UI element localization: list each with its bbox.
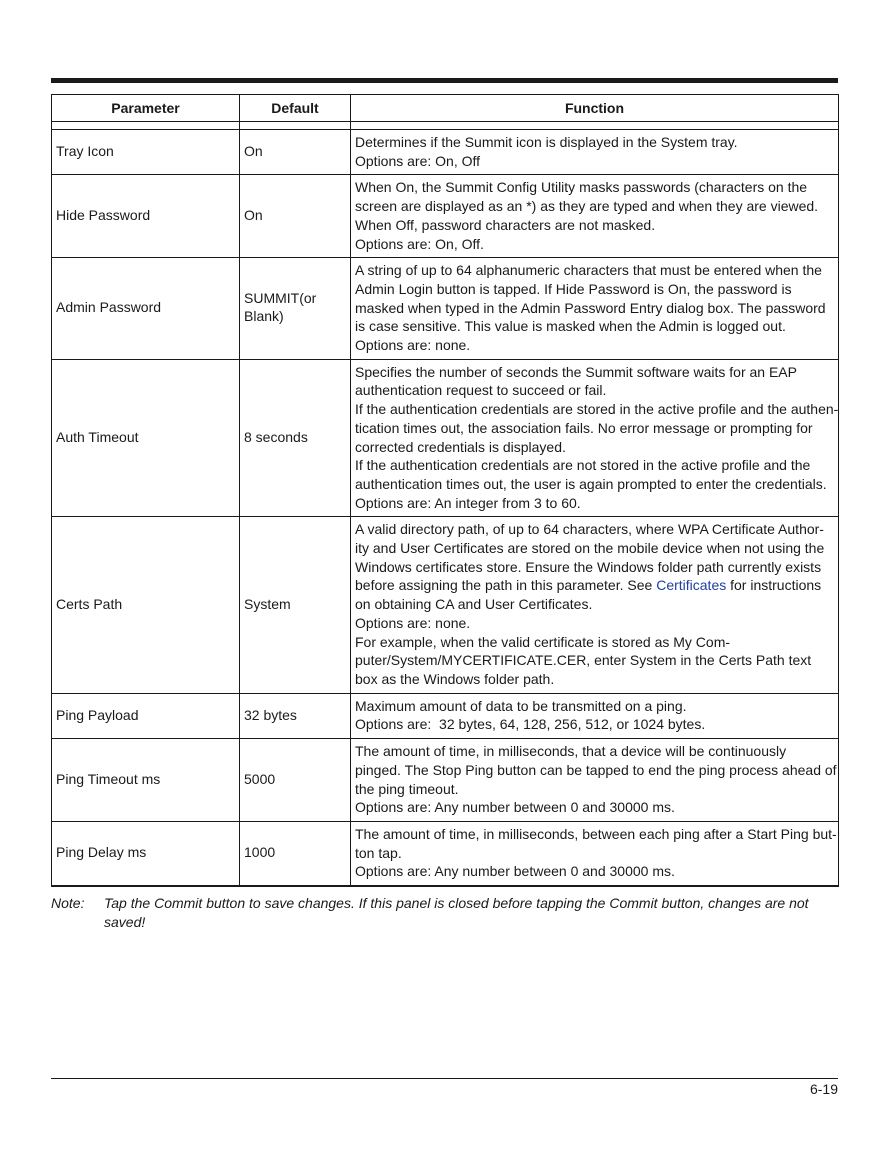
function-line: masked when typed in the Admin Password Entry dialog box. The password <box>355 299 826 316</box>
parameter-cell: Admin Password <box>52 258 240 360</box>
default-cell: 1000 <box>240 821 351 886</box>
page-number: 6-19 <box>809 1081 838 1097</box>
function-text: before assigning the path in this parameter. See <box>355 577 657 594</box>
table-spacer-row <box>52 122 839 130</box>
function-line: Options are: none. <box>355 614 471 631</box>
function-cell <box>351 175 839 258</box>
table-row <box>52 821 839 886</box>
parameter-cell: Ping Payload <box>52 693 240 738</box>
function-line: Options are: 32 bytes, 64, 128, 256, 512, or 1024 bytes. <box>355 716 706 733</box>
table-header-row <box>52 95 839 122</box>
function-line: If the authentication credentials are stored in the active profile and the authen- <box>355 401 839 418</box>
default-cell: 32 bytes <box>240 693 351 738</box>
function-line: authentication times out, the user is again prompted to enter the credentials. <box>355 475 827 492</box>
parameter-cell: Tray Icon <box>52 130 240 175</box>
function-cell <box>351 821 839 886</box>
function-text: for instructions <box>726 577 822 594</box>
table-row <box>52 517 839 693</box>
function-line: Specifies the number of seconds the Summit software waits for an EAP <box>355 363 797 380</box>
header-default: Default <box>240 95 351 122</box>
parameter-cell: Ping Timeout ms <box>52 739 240 822</box>
function-line: box as the Windows folder path. <box>355 670 555 687</box>
parameter-cell: Ping Delay ms <box>52 821 240 886</box>
table-row <box>52 359 839 517</box>
function-line-with-link <box>355 576 838 595</box>
note-text: Tap the Commit button to save changes. If this panel is closed before tapping the Commit button, changes are not saved! <box>104 895 809 930</box>
function-line: For example, when the valid certificate is stored as My Com- <box>355 633 731 650</box>
function-line: pinged. The Stop Ping button can be tapped to end the ping process ahead of <box>355 761 837 778</box>
default-cell: System <box>240 517 351 693</box>
function-line: authentication request to succeed or fail. <box>355 382 607 399</box>
function-line: tication times out, the association fails. No error message or prompting for <box>355 419 813 436</box>
default-cell: 5000 <box>240 739 351 822</box>
function-line: Maximum amount of data to be transmitted on a ping. <box>355 697 687 714</box>
function-line: Windows certificates store. Ensure the Windows folder path currently exists <box>355 558 822 575</box>
note <box>51 894 838 932</box>
function-cell <box>351 517 839 693</box>
function-line: the ping timeout. <box>355 780 459 797</box>
header-function: Function <box>351 95 839 122</box>
parameter-table <box>51 94 839 887</box>
function-cell <box>351 130 839 175</box>
table-row <box>52 739 839 822</box>
function-line: Options are: On, Off <box>355 152 481 169</box>
default-cell: 8 seconds <box>240 359 351 517</box>
function-line: on obtaining CA and User Certificates. <box>355 596 593 613</box>
default-cell: SUMMIT(or Blank) <box>240 258 351 360</box>
parameter-cell: Certs Path <box>52 517 240 693</box>
function-line: Options are: Any number between 0 and 30000 ms. <box>355 799 675 816</box>
function-line: corrected credentials is displayed. <box>355 438 566 455</box>
table-row <box>52 258 839 360</box>
function-line: The amount of time, in milliseconds, between each ping after a Start Ping but- <box>355 825 837 842</box>
function-line: The amount of time, in milliseconds, that a device will be continuously <box>355 743 787 760</box>
function-line: Options are: On, Off. <box>355 235 484 252</box>
function-cell <box>351 258 839 360</box>
default-cell: On <box>240 175 351 258</box>
function-line: When On, the Summit Config Utility masks passwords (characters on the <box>355 179 808 196</box>
top-rule <box>51 78 838 83</box>
function-cell <box>351 739 839 822</box>
function-cell <box>351 693 839 738</box>
function-line: Options are: Any number between 0 and 30000 ms. <box>355 863 675 880</box>
function-line: When Off, password characters are not masked. <box>355 216 656 233</box>
function-line: Options are: none. <box>355 337 471 354</box>
table-row <box>52 693 839 738</box>
function-line: screen are displayed as an *) as they are typed and when they are viewed. <box>355 198 819 215</box>
function-line: A valid directory path, of up to 64 characters, where WPA Certificate Author- <box>355 521 824 538</box>
parameter-cell: Hide Password <box>52 175 240 258</box>
footer-rule <box>51 1078 838 1079</box>
function-line: Admin Login button is tapped. If Hide Password is On, the password is <box>355 280 792 297</box>
function-line: Options are: An integer from 3 to 60. <box>355 494 581 511</box>
default-cell: On <box>240 130 351 175</box>
table-row <box>52 175 839 258</box>
note-label: Note: <box>51 895 85 911</box>
function-line: puter/System/MYCERTIFICATE.CER, enter System in the Certs Path text <box>355 652 812 669</box>
function-line: Determines if the Summit icon is displayed in the System tray. <box>355 134 738 150</box>
parameter-cell: Auth Timeout <box>52 359 240 517</box>
function-line: A string of up to 64 alphanumeric characters that must be entered when the <box>355 262 822 279</box>
table-row <box>52 130 839 175</box>
function-line: If the authentication credentials are not stored in the active profile and the <box>355 457 811 474</box>
certificates-link[interactable]: Certificates <box>656 577 727 594</box>
header-parameter: Parameter <box>52 95 240 122</box>
function-cell <box>351 359 839 517</box>
function-line: ton tap. <box>355 844 402 861</box>
function-line: is case sensitive. This value is masked when the Admin is logged out. <box>355 318 786 335</box>
function-line: ity and User Certificates are stored on the mobile device when not using the <box>355 540 825 557</box>
